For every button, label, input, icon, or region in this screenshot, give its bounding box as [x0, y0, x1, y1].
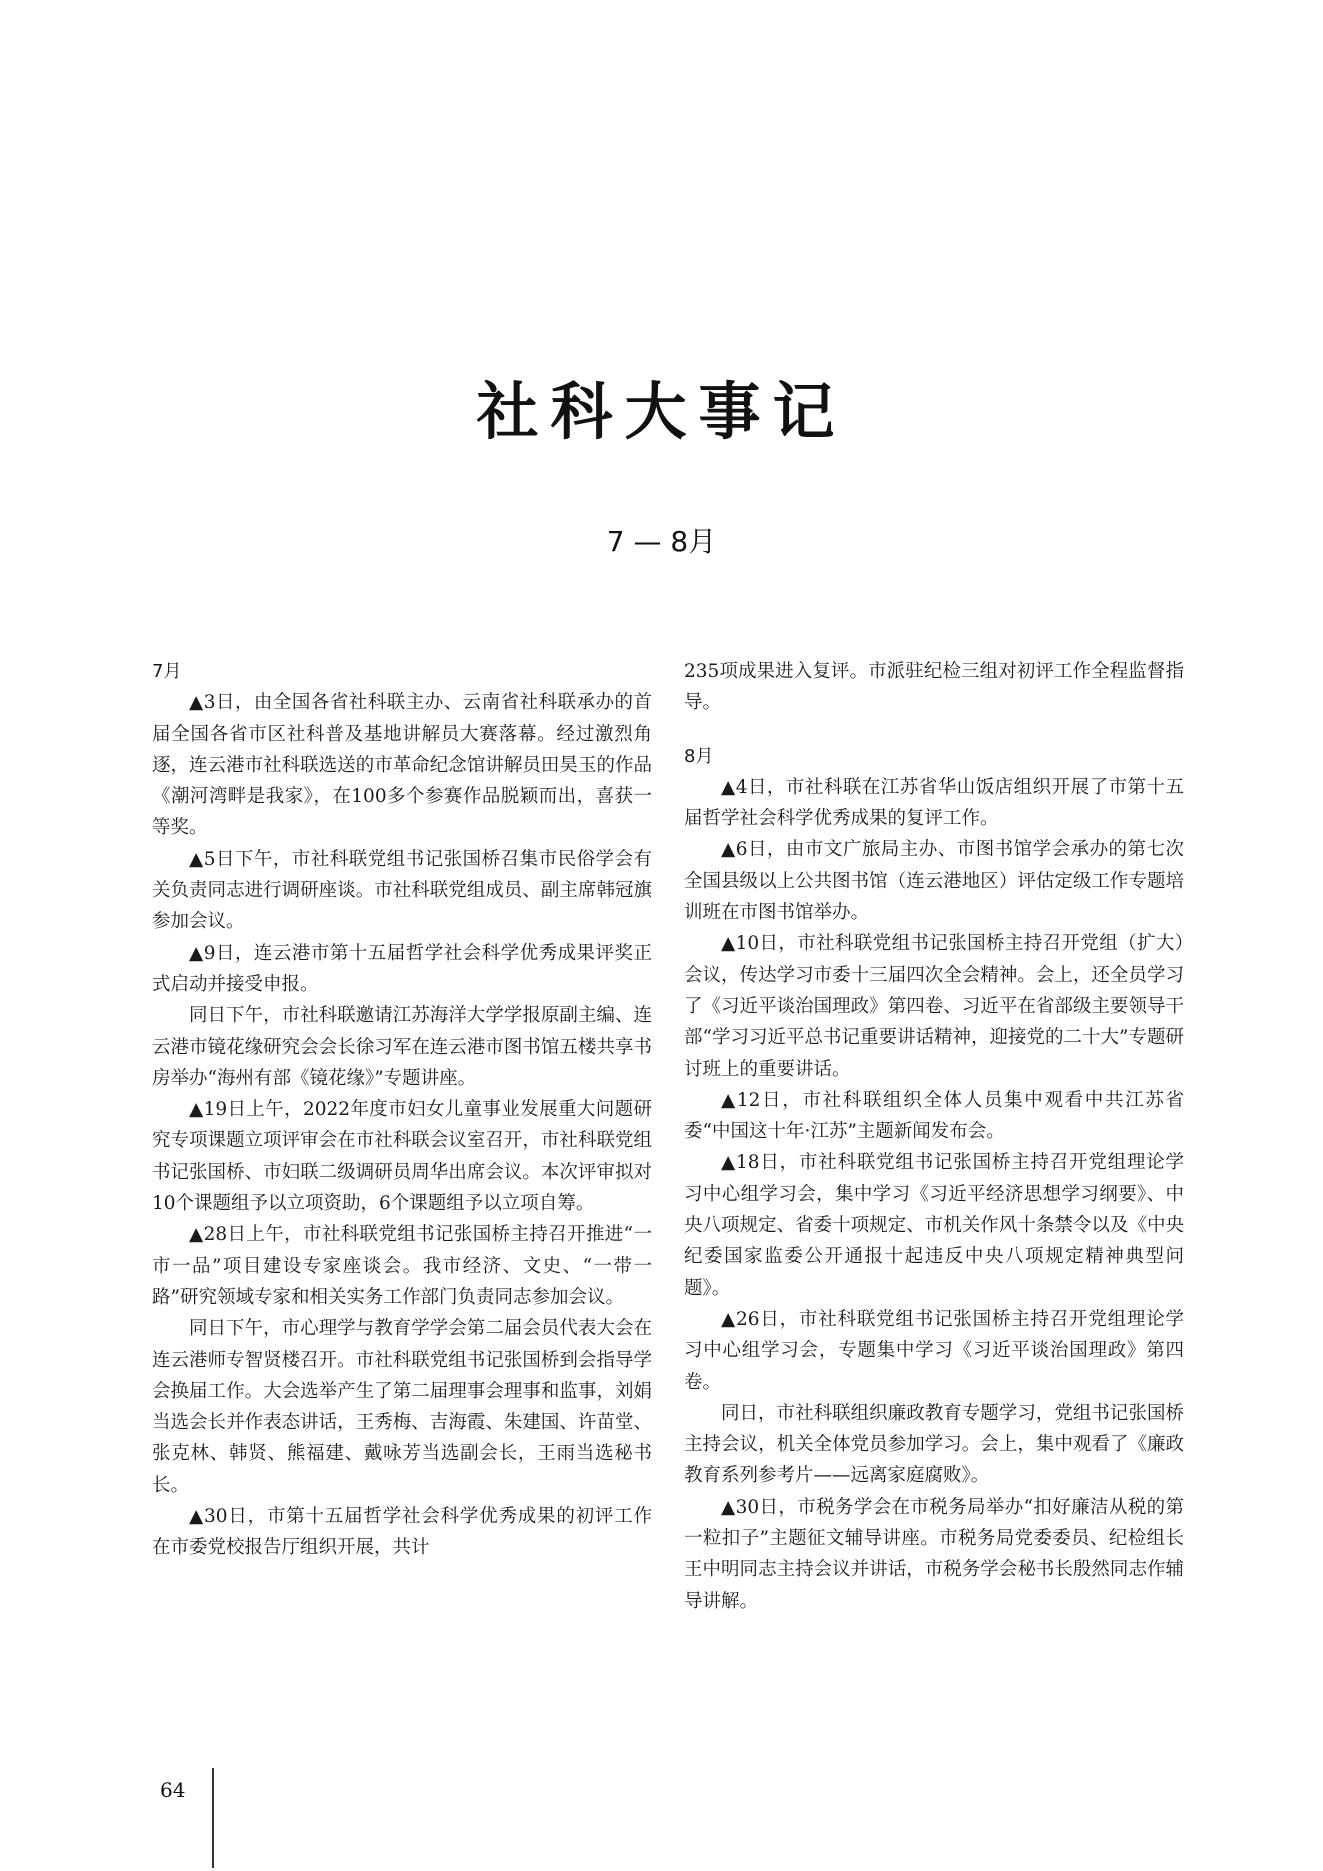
section-gap	[684, 719, 1184, 741]
page-title: 社科大事记	[476, 375, 847, 448]
event-paragraph: ▲5日下午，市社科联党组书记张国桥召集市民俗学会有关负责同志进行调研座谈。市社科联党组成员、副主席韩冠旗参加会议。	[152, 848, 652, 933]
event-paragraph: ▲4日，市社科联在江苏省华山饭店组织开展了市第十五届哲学社会科学优秀成果的复评工作。	[684, 776, 1184, 830]
page-number-rule	[212, 1768, 214, 1868]
right-column	[684, 656, 1184, 1617]
event-paragraph: ▲10日，市社科联党组书记张国桥主持召开党组（扩大）会议，传达学习市委十三届四次全会精神。会上，还全员学习了《习近平谈治国理政》第四卷、习近平在省部级主要领导干部“学习习近平总书记重要讲话精神，迎接党的二十大”专题研讨班上的重要讲话。	[684, 933, 1184, 1080]
august-heading: 8月	[684, 745, 714, 767]
event-paragraph-continued: 235项成果进入复评。市派驻纪检三组对初评工作全程监督指导。	[684, 661, 1184, 714]
event-paragraph: 同日下午，市心理学与教育学学会第二届会员代表大会在连云港师专智贤楼召开。市社科联党组书记张国桥到会指导学会换届工作。大会选举产生了第二届理事会理事和监事，刘娟当选会长并作表态讲话，王秀梅、吉海霞、朱建国、许苗堂、张克林、韩贤、熊福建、戴咏芳当选副会长，王雨当选秘书长。	[152, 1318, 652, 1496]
period-subtitle: 7 — 8月	[606, 525, 717, 558]
left-column	[152, 656, 652, 1564]
event-paragraph: ▲30日，市第十五届哲学社会科学优秀成果的初评工作在市委党校报告厅组织开展，共计	[152, 1506, 652, 1559]
event-paragraph: ▲18日，市社科联党组书记张国桥主持召开党组理论学习中心组学习会，集中学习《习近平经济思想学习纲要》、中央八项规定、省委十项规定、市机关作风十条禁令以及《中央纪委国家监委公开通报十起违反中央八项规定精神典型问题》。	[684, 1152, 1184, 1299]
event-paragraph: 同日下午，市社科联邀请江苏海洋大学学报原副主编、连云港市镜花缘研究会会长徐习军在连云港市图书馆五楼共享书房举办“海州有部《镜花缘》”专题讲座。	[152, 1005, 652, 1089]
event-paragraph: ▲12日，市社科联组织全体人员集中观看中共江苏省委“中国这十年·江苏”主题新闻发布会。	[684, 1089, 1184, 1143]
event-paragraph: ▲3日，由全国各省社科联主办、云南省社科联承办的首届全国各省市区社科普及基地讲解员大赛落幕。经过激烈角逐，连云港市社科联选送的市革命纪念馆讲解员田昊玉的作品《潮河湾畔是我家》，在100多个参赛作品脱颖而出，喜获一等奖。	[152, 692, 652, 839]
event-paragraph: 同日，市社科联组织廉政教育专题学习，党组书记张国桥主持会议，机关全体党员参加学习。会上，集中观看了《廉政教育系列参考片——远离家庭腐败》。	[684, 1402, 1184, 1487]
event-paragraph: ▲28日上午，市社科联党组书记张国桥主持召开推进“一市一品”项目建设专家座谈会。我市经济、文史、“一带一路”研究领域专家和相关实务工作部门负责同志参加会议。	[152, 1224, 652, 1308]
event-paragraph: ▲9日，连云港市第十五届哲学社会科学优秀成果评奖正式启动并接受申报。	[152, 942, 652, 995]
event-paragraph: ▲26日，市社科联党组书记张国桥主持召开党组理论学习中心组学习会，专题集中学习《习近平谈治国理政》第四卷。	[684, 1308, 1184, 1393]
july-heading: 7月	[152, 661, 182, 682]
event-paragraph: ▲19日上午，2022年度市妇女儿童事业发展重大问题研究专项课题立项评审会在市社科联会议室召开，市社科联党组书记张国桥、市妇联二级调研员周华出席会议。本次评审拟对10个课题组予以立项资助，6个课题组予以立项自筹。	[152, 1099, 652, 1215]
page-number: 64	[160, 1778, 186, 1802]
event-paragraph: ▲6日，由市文广旅局主办、市图书馆学会承办的第七次全国县级以上公共图书馆（连云港地区）评估定级工作专题培训班在市图书馆举办。	[684, 839, 1184, 924]
event-paragraph: ▲30日，市税务学会在市税务局举办“扣好廉洁从税的第一粒扣子”主题征文辅导讲座。市税务局党委委员、纪检组长王中明同志主持会议并讲话，市税务学会秘书长殷然同志作辅导讲解。	[684, 1496, 1184, 1612]
